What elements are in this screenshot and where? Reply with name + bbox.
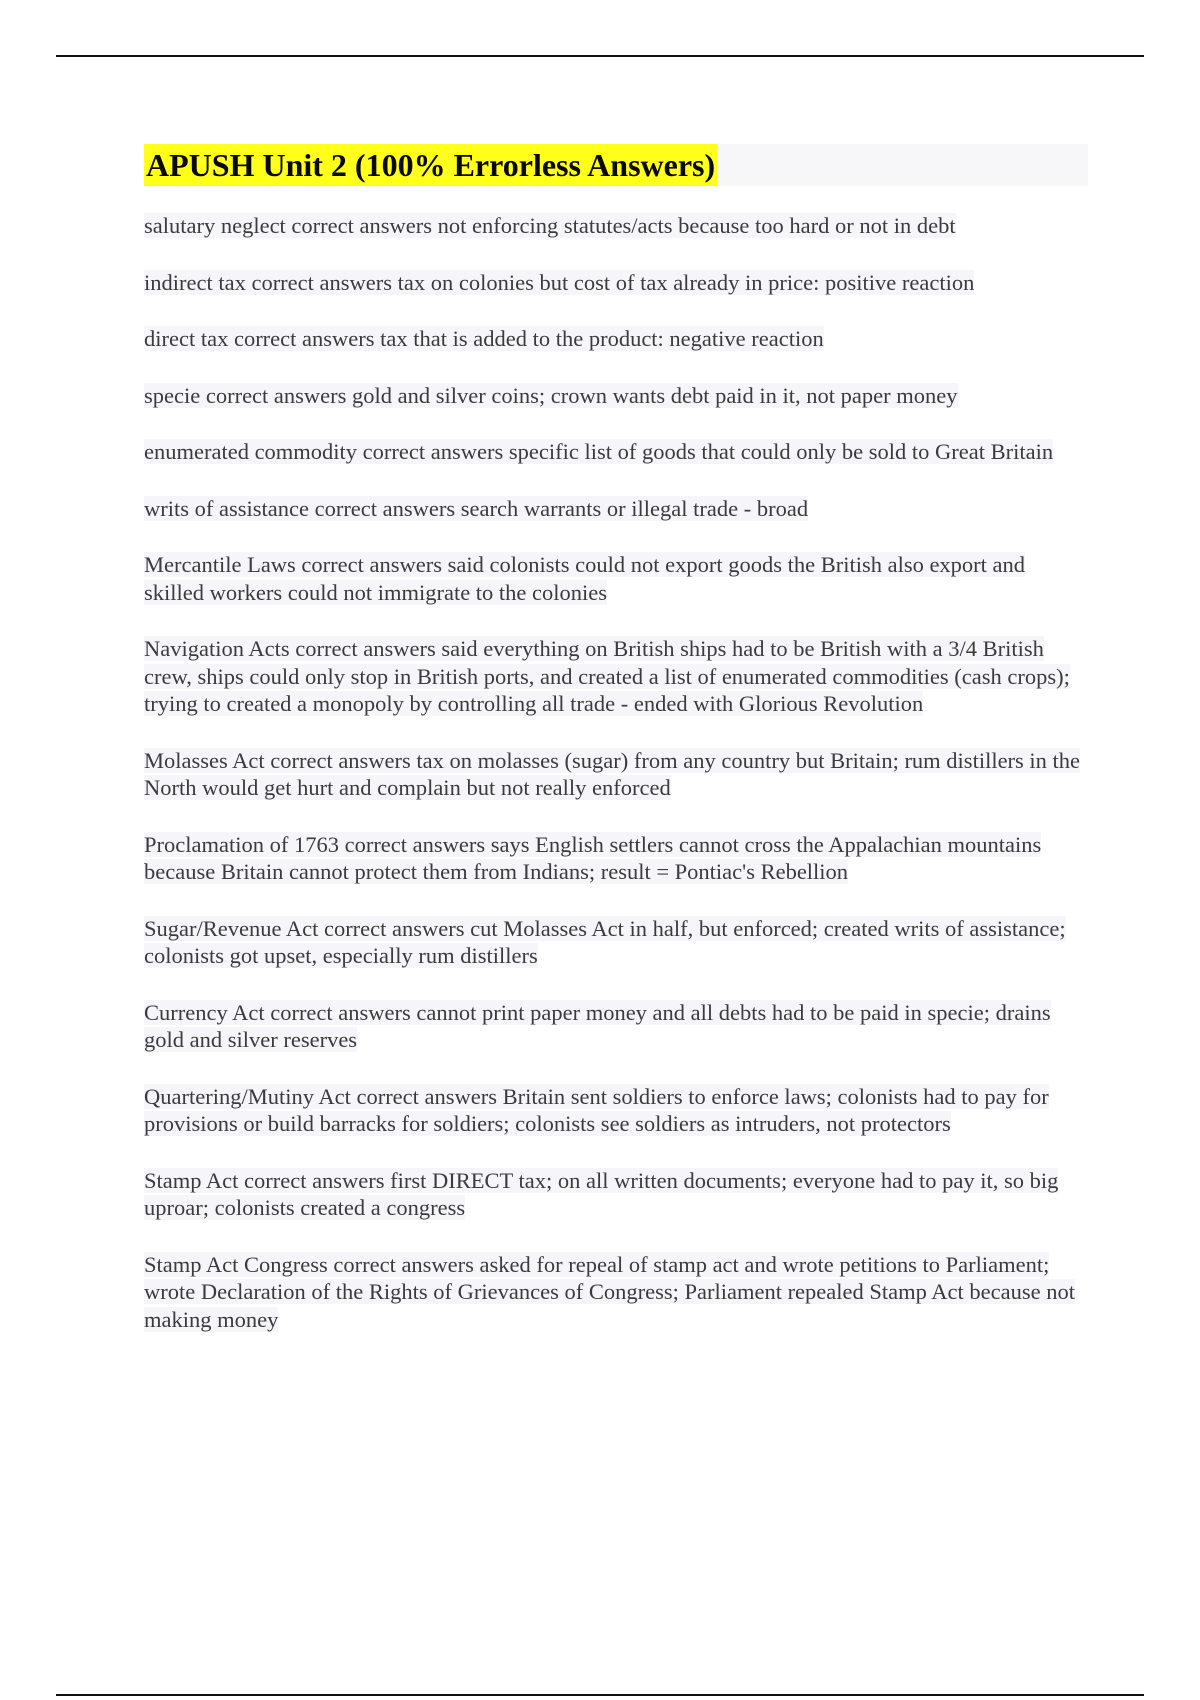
entry-text: direct tax correct answers tax that is added to the product: negative reaction xyxy=(144,326,824,351)
document-body xyxy=(144,144,1090,1362)
list-item xyxy=(144,269,1090,297)
entry-text: Stamp Act Congress correct answers asked for repeal of stamp act and wrote petitions to Parliament; wrote Declaration of the Rights of Grievances of Congress; Parliament repealed Stamp Act because not making money xyxy=(144,1251,1075,1332)
list-item xyxy=(144,325,1090,353)
entry-text: Stamp Act correct answers first DIRECT tax; on all written documents; everyone had to pay it, so big uproar; colonists created a congress xyxy=(144,1167,1059,1220)
list-item xyxy=(144,1167,1090,1222)
list-item xyxy=(144,635,1090,718)
list-item xyxy=(144,1083,1090,1138)
list-item xyxy=(144,915,1090,970)
entry-text: Proclamation of 1763 correct answers says English settlers cannot cross the Appalachian mountains because Britain cannot protect them from Indians; result = Pontiac's Rebellion xyxy=(144,831,1042,884)
list-item xyxy=(144,382,1090,410)
entry-text: salutary neglect correct answers not enforcing statutes/acts because too hard or not in debt xyxy=(144,213,956,238)
document-title: APUSH Unit 2 (100% Errorless Answers) xyxy=(144,144,717,186)
flashcard-list xyxy=(144,212,1090,1333)
list-item xyxy=(144,212,1090,240)
list-item xyxy=(144,831,1090,886)
list-item xyxy=(144,495,1090,523)
entry-text: writs of assistance correct answers search warrants or illegal trade - broad xyxy=(144,495,809,521)
list-item xyxy=(144,1251,1090,1334)
entry-text: Currency Act correct answers cannot print paper money and all debts had to be paid in specie; drains gold and silver reserves xyxy=(144,999,1051,1052)
entry-text: indirect tax correct answers tax on colonies but cost of tax already in price: positive reaction xyxy=(144,269,975,295)
entry-text: specie correct answers gold and silver coins; crown wants debt paid in it, not paper money xyxy=(144,382,958,408)
entry-text: Quartering/Mutiny Act correct answers Britain sent soldiers to enforce laws; colonists had to pay for provisions or build barracks for soldiers; colonists see soldiers as intruders, not protectors xyxy=(144,1083,1049,1136)
entry-text: Molasses Act correct answers tax on molasses (sugar) from any country but Britain; rum distillers in the North would get hurt and complain but not really enforced xyxy=(144,747,1081,800)
entry-text: Navigation Acts correct answers said everything on British ships had to be British with a 3/4 British crew, ships could only stop in British ports, and created a list of enumerated commodities (cash crops); trying to created a monopoly by controlling all trade - ended with Glorious Revolution xyxy=(144,636,1070,716)
list-item xyxy=(144,551,1090,606)
title-bar xyxy=(144,144,1088,186)
entry-text: enumerated commodity correct answers specific list of goods that could only be sold to Great Britain xyxy=(144,439,1054,464)
bottom-rule xyxy=(56,1694,1144,1696)
list-item xyxy=(144,438,1090,466)
top-rule xyxy=(56,55,1144,57)
list-item xyxy=(144,999,1090,1054)
entry-text: Sugar/Revenue Act correct answers cut Molasses Act in half, but enforced; created writs of assistance; colonists got upset, especially rum distillers xyxy=(144,915,1066,968)
list-item xyxy=(144,747,1090,802)
entry-text: Mercantile Laws correct answers said colonists could not export goods the British also export and skilled workers could not immigrate to the colonies xyxy=(144,552,1026,605)
